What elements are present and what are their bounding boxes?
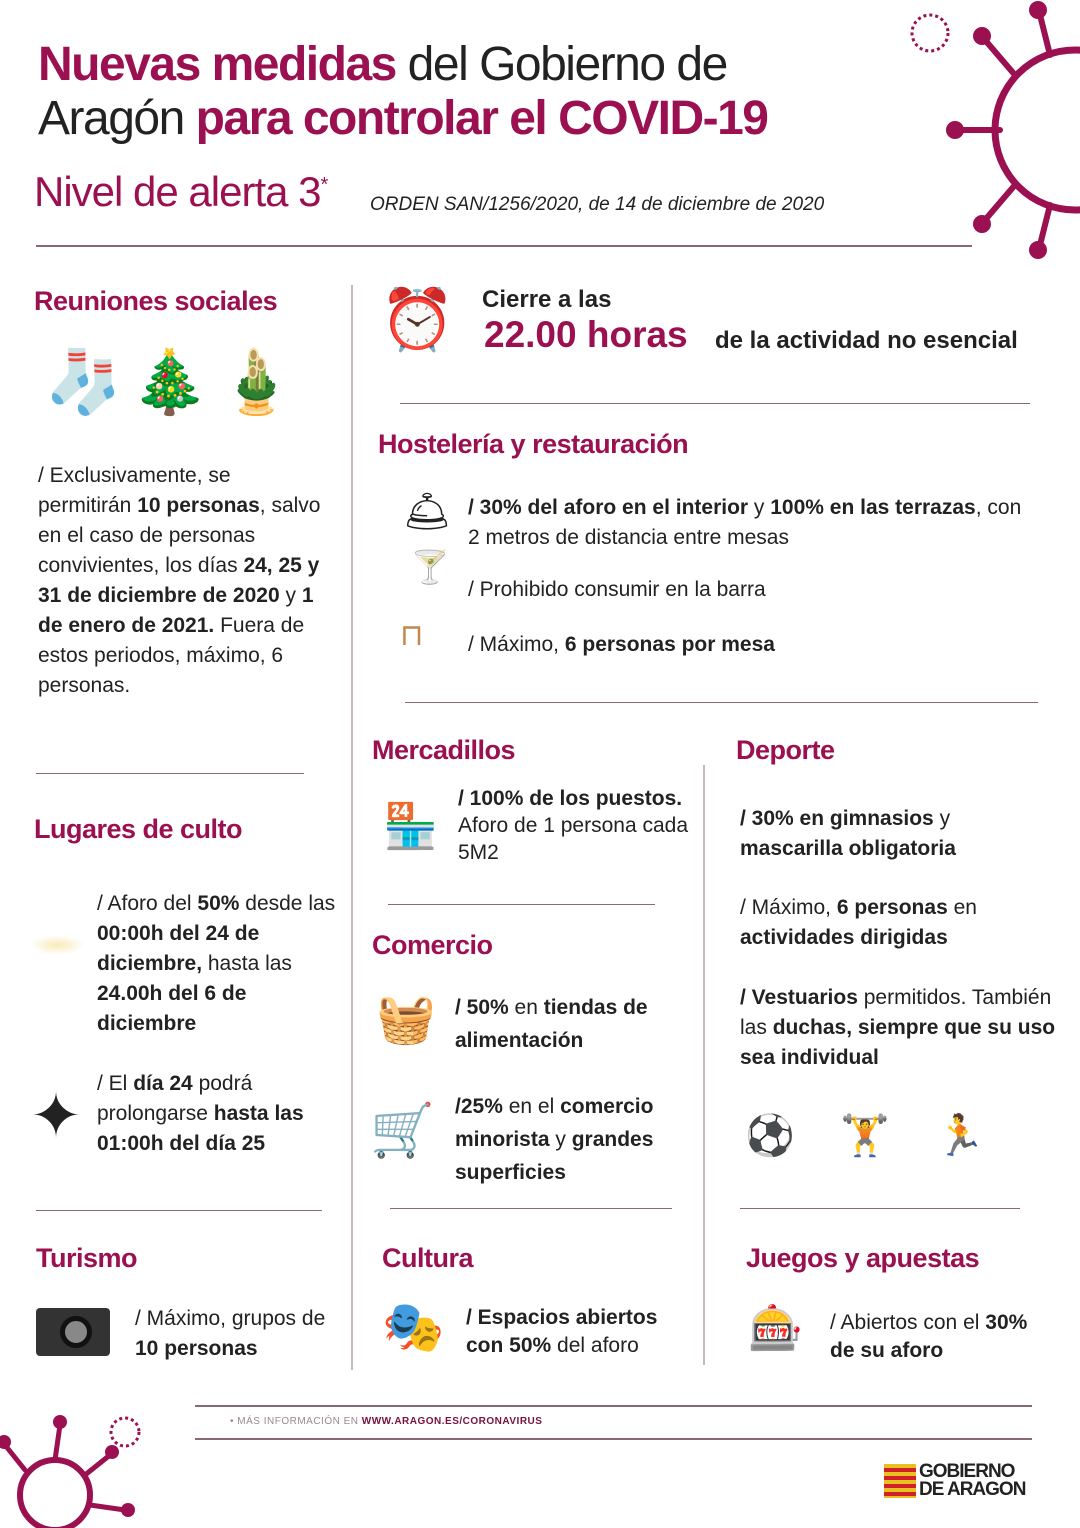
title-bold-1: Nuevas medidas <box>38 38 396 91</box>
text-segment: / Prohibido consumir en la barra <box>468 578 766 601</box>
soccer-ball-icon: ⚽ <box>745 1114 795 1158</box>
christmas-tree-icon: 🎄 <box>131 348 209 417</box>
juegos-text <box>830 1309 1030 1365</box>
text-segment: desde las <box>239 892 336 915</box>
text-segment: y <box>279 584 302 607</box>
text-segment: / El <box>97 1072 134 1095</box>
divider <box>740 1208 1020 1209</box>
turismo-text <box>135 1304 335 1364</box>
stocking-icon: 🧦 <box>45 348 123 417</box>
text-segment: 24.00h del 6 de diciembre <box>97 982 247 1035</box>
logo-text: GOBIERNO <box>919 1461 1015 1482</box>
text-segment: 50% <box>197 892 240 915</box>
title-normal-2: Aragón <box>38 92 196 145</box>
divider <box>390 1208 672 1209</box>
sport-icons <box>745 1112 985 1159</box>
divider <box>195 1438 1032 1440</box>
hosteleria-item <box>468 575 1028 605</box>
logo-text: DE ARAGON <box>919 1479 1026 1500</box>
more-info-link[interactable]: WWW.ARAGON.ES/CORONAVIRUS <box>361 1416 543 1427</box>
text-segment: del aforo <box>551 1334 639 1357</box>
comercio-item <box>455 991 695 1057</box>
divider <box>388 904 655 905</box>
text-segment: / Máximo, <box>468 633 565 656</box>
text-segment: 00:00h del 24 de diciembre, <box>97 922 260 975</box>
juegos-title: Juegos y apuestas <box>746 1243 980 1273</box>
text-segment: , con 2 metros de distancia entre mesas <box>468 496 1022 549</box>
more-info: • MÁS INFORMACIÓN EN WWW.ARAGON.ES/CORONAVIRUS <box>230 1416 543 1427</box>
order-reference: ORDEN SAN/1256/2020, de 14 de diciembre de 2020 <box>370 194 825 215</box>
column-divider <box>351 285 353 1370</box>
divider <box>36 1210 322 1211</box>
shopping-cart-icon: 🛒 <box>370 1102 435 1160</box>
divider <box>36 773 304 774</box>
mercadillos-text <box>458 785 688 866</box>
text-segment: / Máximo, <box>740 896 837 919</box>
casino-chips-icon: 🎰 <box>748 1304 803 1353</box>
text-segment: /25% <box>455 1095 503 1118</box>
comercio-title: Comercio <box>372 930 493 960</box>
cultura-text <box>466 1304 696 1360</box>
alarm-clock-icon: ⏰ <box>380 286 455 353</box>
deporte-item <box>740 983 1060 1073</box>
text-segment: mascarilla obligatoria <box>740 837 956 860</box>
text-segment: / 100% de los puestos. <box>458 787 683 810</box>
divider <box>405 702 1038 703</box>
text-segment: 24, 25 y 31 de diciembre de 2020 <box>38 554 320 607</box>
divider <box>36 245 972 247</box>
turismo-title: Turismo <box>36 1243 138 1273</box>
ornaments-icon: 🎍 <box>217 348 295 417</box>
cultura-title: Cultura <box>382 1243 473 1273</box>
comercio-item <box>455 1090 695 1189</box>
deporte-item <box>740 804 1040 864</box>
text-segment: 10 personas <box>135 1337 258 1360</box>
weightlifting-icon: 🏋 <box>840 1114 890 1158</box>
table-icon: ⊓ <box>400 619 424 652</box>
market-stall-icon: 🏪 <box>383 802 438 851</box>
text-segment: / Exclusivamente, se permitirán <box>38 464 231 517</box>
title-normal-1: del Gobierno de <box>395 38 727 91</box>
more-info-label: MÁS INFORMACIÓN EN <box>237 1416 362 1427</box>
text-segment: 100% en las terrazas <box>770 496 976 519</box>
hosteleria-item <box>468 630 1028 660</box>
alert-footnote-mark: * <box>320 174 328 196</box>
text-segment: podrá prolongarse <box>97 1072 253 1125</box>
reuniones-icons <box>45 340 295 425</box>
light-glow-icon <box>30 935 85 955</box>
text-segment: y <box>549 1128 572 1151</box>
reuniones-text <box>38 461 328 701</box>
text-segment: grandes superficies <box>455 1128 654 1184</box>
text-segment: 6 personas por mesa <box>564 633 775 656</box>
title-bold-2: para controlar el COVID-19 <box>195 92 768 145</box>
text-segment: / Máximo, grupos de <box>135 1307 326 1330</box>
deporte-title: Deporte <box>736 735 835 765</box>
culto-title: Lugares de culto <box>34 814 243 844</box>
text-segment: actividades dirigidas <box>740 926 948 949</box>
text-segment: en <box>947 896 977 919</box>
star-icon: ✦ <box>30 1082 82 1151</box>
text-segment: permitidos. También las <box>740 986 1052 1039</box>
text-segment: 6 personas <box>836 896 948 919</box>
text-segment: Fuera de estos periodos, máximo, 6 personas. <box>38 614 305 697</box>
text-segment: tiendas de alimentación <box>455 996 648 1052</box>
text-segment: duchas, siempre que su uso sea individual <box>740 1016 1056 1069</box>
grocery-basket-icon: 🧺 <box>376 993 436 1046</box>
alert-level <box>34 168 327 216</box>
text-segment: / 30% en gimnasios <box>740 807 934 830</box>
hosteleria-title: Hostelería y restauración <box>378 429 689 459</box>
camera-icon <box>36 1308 110 1356</box>
text-segment: 30% de su aforo <box>830 1311 1028 1362</box>
text-segment: hasta las 01:00h del día 25 <box>97 1102 304 1155</box>
theater-masks-icon: 🎭 <box>382 1299 445 1355</box>
cierre-line2: de la actividad no esencial <box>715 327 1018 354</box>
text-segment: hasta las <box>202 952 292 975</box>
text-segment: comercio minorista <box>455 1095 654 1151</box>
virus-decoration-icon <box>900 0 1080 260</box>
text-segment: en el <box>502 1095 561 1118</box>
gobierno-aragon-logo <box>884 1463 1025 1499</box>
page-title <box>38 38 918 146</box>
divider <box>400 403 1030 404</box>
hosteleria-item <box>468 493 1028 553</box>
mercadillos-title: Mercadillos <box>372 735 516 765</box>
cierre-line1: Cierre a las <box>482 286 612 313</box>
text-segment: / 50% <box>455 996 509 1019</box>
text-segment: / 30% del aforo en el interior <box>468 496 749 519</box>
reuniones-title: Reuniones sociales <box>34 286 278 316</box>
text-segment: y <box>748 496 771 519</box>
virus-decoration-bottom-icon <box>0 1410 150 1528</box>
text-segment: / Aforo del <box>97 892 198 915</box>
divider <box>195 1405 1032 1407</box>
text-segment: , salvo en el caso de personas convivientes, los días <box>38 494 321 577</box>
runner-icon: 🏃 <box>935 1114 985 1158</box>
cocktail-icon: 🍸 <box>410 549 450 585</box>
culto-text-2 <box>97 1069 337 1159</box>
text-segment: 10 personas <box>137 494 260 517</box>
column-divider <box>703 765 705 1365</box>
culto-text-1 <box>97 889 347 1039</box>
alert-level-text: Nivel de alerta 3 <box>34 168 321 215</box>
cierre-time: 22.00 horas <box>484 314 688 355</box>
aragon-flag-icon <box>884 1464 916 1498</box>
text-segment: y <box>933 807 951 830</box>
text-segment: / Abiertos con el <box>830 1311 986 1334</box>
text-segment: en <box>508 996 544 1019</box>
text-segment: día 24 <box>133 1072 193 1095</box>
text-segment: / Vestuarios <box>740 986 858 1009</box>
cloche-icon: 🛎 <box>403 491 452 533</box>
text-segment: Aforo de 1 persona cada 5M2 <box>458 814 688 864</box>
text-segment: / Espacios abiertos con 50% <box>466 1306 658 1357</box>
deporte-item <box>740 893 1040 953</box>
text-segment: 1 de enero de 2021. <box>38 584 314 637</box>
